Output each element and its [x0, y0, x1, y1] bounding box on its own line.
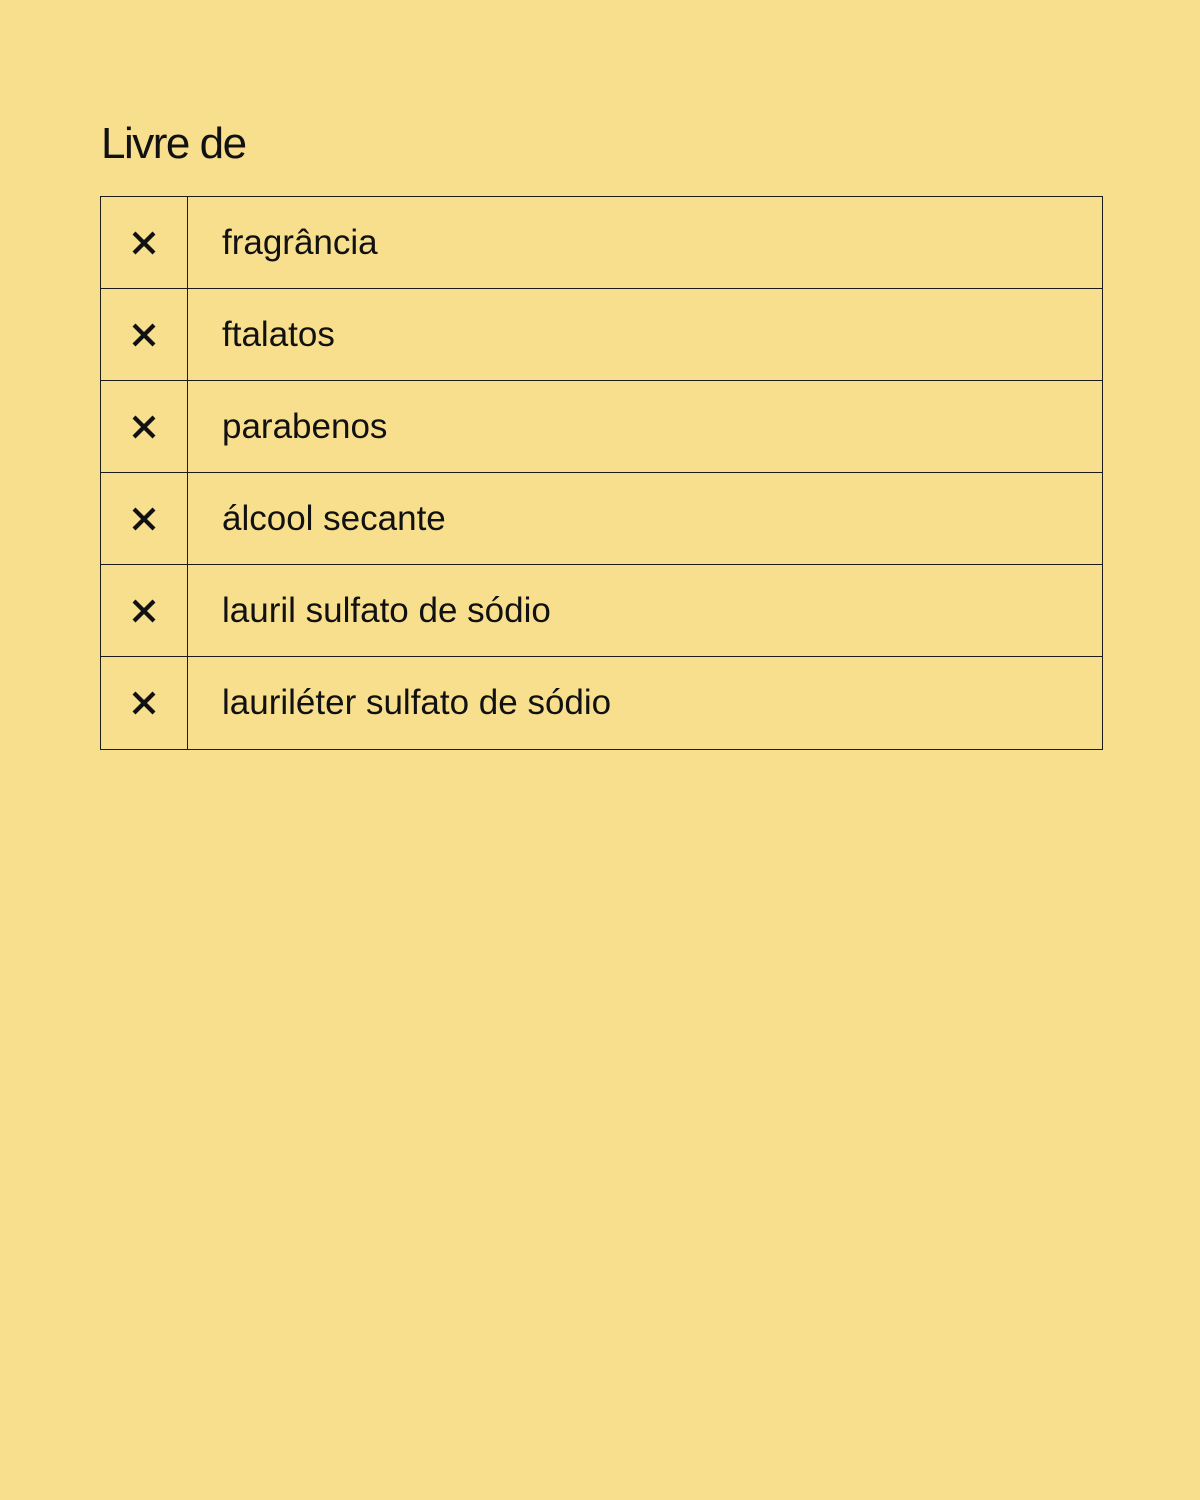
x-mark-icon	[131, 506, 157, 532]
x-mark-icon	[131, 230, 157, 256]
list-item	[101, 197, 1102, 289]
x-mark-icon	[131, 414, 157, 440]
mark-cell	[101, 289, 188, 380]
free-from-list	[100, 196, 1103, 750]
ingredient-label: álcool secante	[222, 498, 446, 538]
ingredient-label: lauriléter sulfato de sódio	[222, 683, 612, 722]
mark-cell	[101, 565, 188, 656]
ingredient-label: lauril sulfato de sódio	[222, 590, 551, 630]
x-mark-icon	[131, 690, 157, 716]
ingredient-label: parabenos	[222, 406, 388, 446]
list-item	[101, 473, 1102, 565]
list-item	[101, 381, 1102, 473]
mark-cell	[101, 657, 188, 749]
ingredient-label: ftalatos	[222, 314, 335, 354]
mark-cell	[101, 473, 188, 564]
mark-cell	[101, 197, 188, 288]
x-mark-icon	[131, 598, 157, 624]
list-item	[101, 565, 1102, 657]
ingredient-label: fragrância	[222, 222, 378, 262]
x-mark-icon	[131, 322, 157, 348]
list-item	[101, 289, 1102, 381]
page-title: Livre de	[101, 119, 246, 168]
list-item	[101, 657, 1102, 749]
mark-cell	[101, 381, 188, 472]
